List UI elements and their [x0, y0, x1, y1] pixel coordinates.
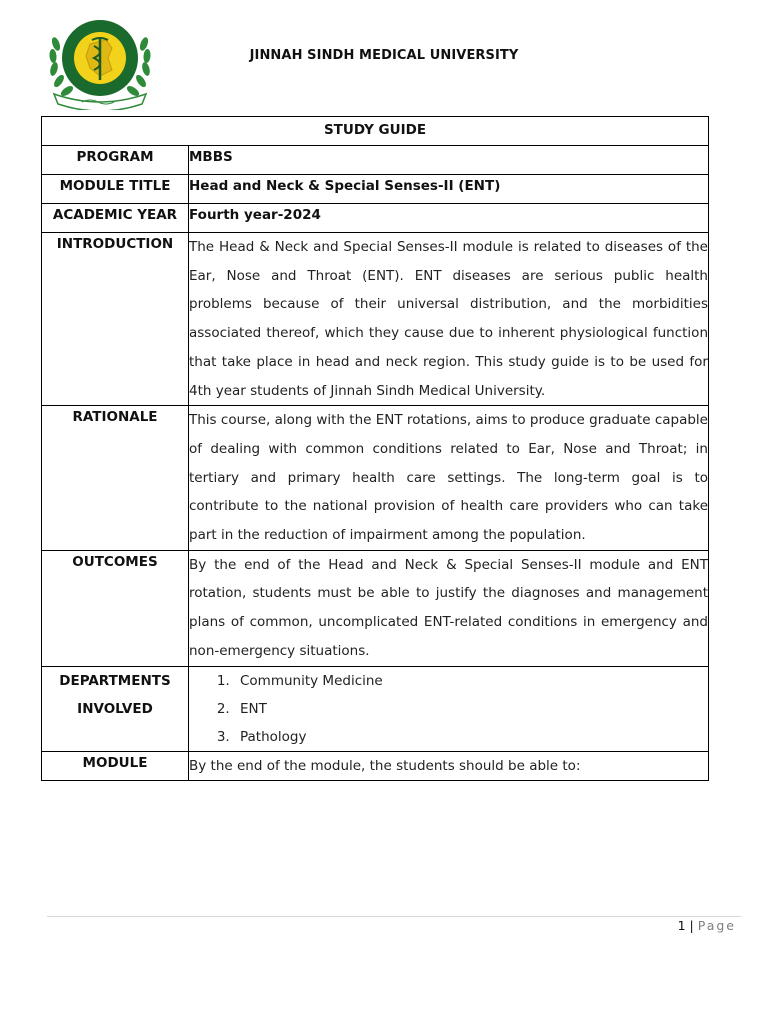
- row-label-introduction: INTRODUCTION: [42, 233, 189, 406]
- row-label-module: MODULE: [42, 751, 189, 781]
- list-item: 3. Pathology: [234, 723, 708, 751]
- row-value-academic-year: Fourth year-2024: [189, 204, 709, 233]
- departments-label-line1: DEPARTMENTS: [59, 672, 171, 689]
- rationale-text: This course, along with the ENT rotations, aims to produce graduate capable of dealing with common conditions related to Ear, Nose and Throat; in tertiary and primary health care settings. The long-term goal is to contribute to the national provision of health care providers who can take part in the reduction of impairment among the population.: [189, 406, 709, 551]
- table-row: [42, 550, 709, 666]
- table-row: [42, 751, 709, 781]
- row-value-module-title: Head and Neck & Special Senses-II (ENT): [189, 175, 709, 204]
- departments-label-line2: INVOLVED: [77, 700, 153, 717]
- row-label-outcomes: OUTCOMES: [42, 550, 189, 666]
- table-row: [42, 146, 709, 175]
- row-label-departments: [42, 666, 189, 751]
- study-guide-table: [41, 116, 709, 781]
- outcomes-text: By the end of the Head and Neck & Special Senses-II module and ENT rotation, students must be able to justify the diagnoses and management plans of common, uncomplicated ENT-related conditions in emergency and non-emergency situations.: [189, 550, 709, 666]
- departments-list-cell: [189, 666, 709, 751]
- table-row: [42, 233, 709, 406]
- table-row: [42, 406, 709, 551]
- row-value-program: MBBS: [189, 146, 709, 175]
- departments-list: [189, 667, 708, 751]
- table-heading: STUDY GUIDE: [42, 117, 709, 146]
- list-item: 2. ENT: [234, 695, 708, 723]
- row-label-module-title: MODULE TITLE: [42, 175, 189, 204]
- table-row: [42, 117, 709, 146]
- row-label-program: PROGRAM: [42, 146, 189, 175]
- module-text: By the end of the module, the students should be able to:: [189, 751, 709, 781]
- page-number-value: 1: [677, 918, 686, 933]
- list-item: 1. Community Medicine: [234, 667, 708, 695]
- introduction-text: The Head & Neck and Special Senses-II module is related to diseases of the Ear, Nose and Throat (ENT). ENT diseases are serious public health problems because of their universal distribution, and the morbidities associated thereof, which they cause due to inherent physiological function that take place in head and neck region. This study guide is to be used for 4th year students of Jinnah Sindh Medical University.: [189, 233, 709, 406]
- row-label-academic-year: ACADEMIC YEAR: [42, 204, 189, 233]
- footer-divider: [47, 916, 741, 917]
- row-label-rationale: RATIONALE: [42, 406, 189, 551]
- page-number: [678, 918, 736, 933]
- table-row: [42, 666, 709, 751]
- table-row: [42, 175, 709, 204]
- table-row: [42, 204, 709, 233]
- university-name: JINNAH SINDH MEDICAL UNIVERSITY: [249, 48, 519, 63]
- page-label: Page: [697, 918, 736, 933]
- page-separator: |: [689, 918, 694, 933]
